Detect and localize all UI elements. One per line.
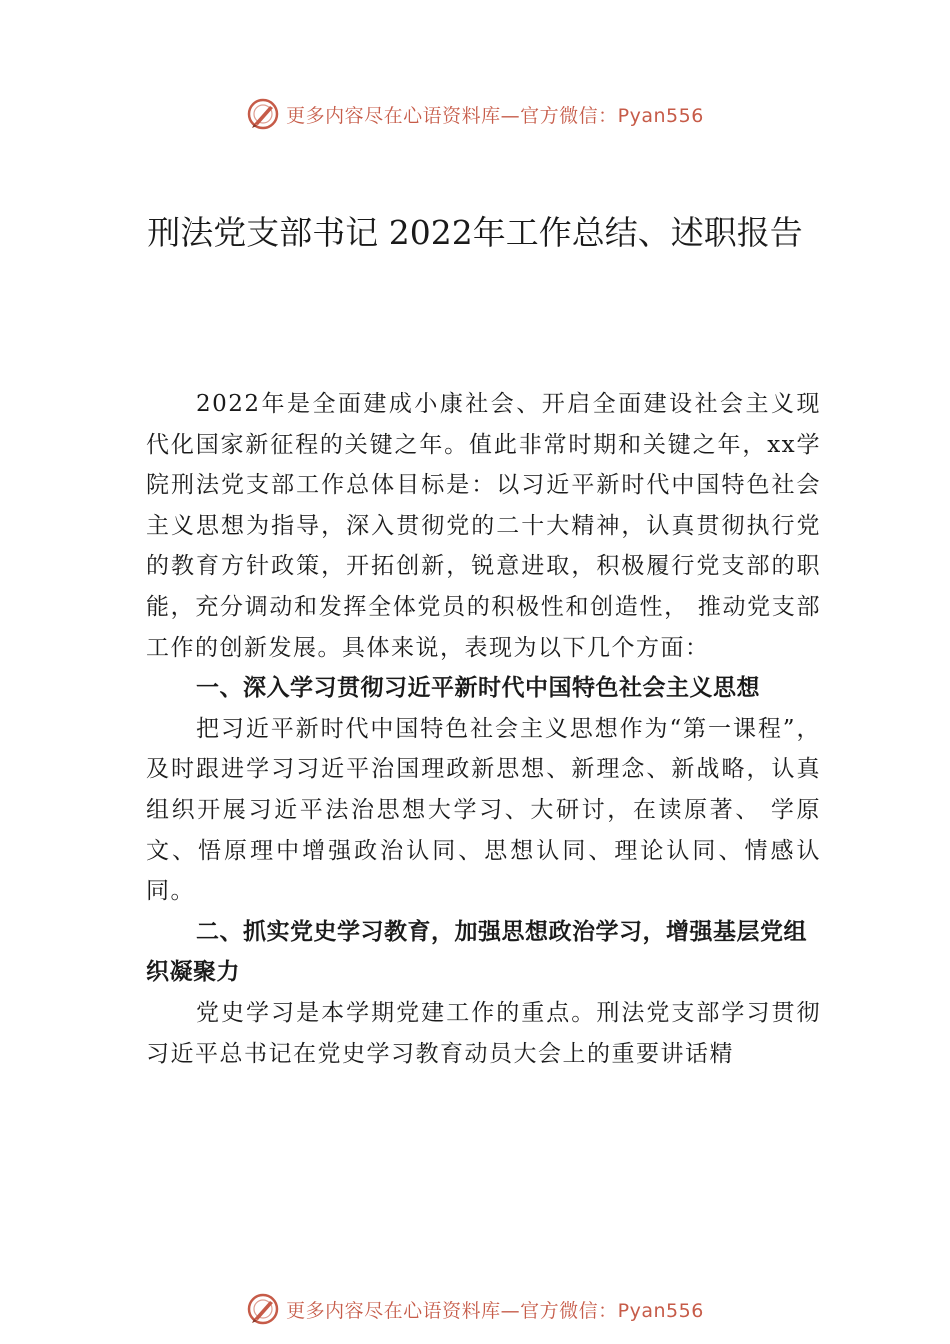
section-heading: 一、深入学习贯彻习近平新时代中国特色社会主义思想 xyxy=(196,675,760,702)
header-watermark-banner xyxy=(0,94,950,134)
quill-pen-logo-icon xyxy=(246,97,280,131)
section-heading: 二、抓实党史学习教育，加强思想政治学习，增强基层党组织凝聚力 xyxy=(146,918,807,986)
footer-watermark-banner xyxy=(0,1289,950,1329)
body-paragraph: 2022年是全面建成小康社会、开启全面建设社会主义现代化国家新征程的关键之年。值此非常时期和关键之年，xx学院刑法党支部工作总体目标是：以习近平新时代中国特色社会主义思想为指导，深入贯彻党的二十大精神，认真贯彻执行党的教育方针政策，开拓创新，锐意进取，积极履行党支部的职能，充分调动和发挥全体党员的积极性和创造性， 推动党支部工作的创新发展。具体来说，表现为以下几个方面： xyxy=(146,391,821,661)
watermark-text: 更多内容尽在心语资料库—官方微信：Pyan556 xyxy=(286,1299,704,1322)
body-paragraph: 党史学习是本学期党建工作的重点。刑法党支部学习贯彻习近平总书记在党史学习教育动员大会上的重要讲话精 xyxy=(146,999,821,1067)
document-body xyxy=(146,384,821,1074)
body-paragraph: 把习近平新时代中国特色社会主义思想作为“第一课程”，及时跟进学习习近平治国理政新思想、新理念、新战略，认真组织开展习近平法治思想大学习、大研讨，在读原著、 学原文、悟原理中增强政治认同、思想认同、理论认同、情感认同。 xyxy=(146,715,821,905)
watermark-text: 更多内容尽在心语资料库—官方微信：Pyan556 xyxy=(286,104,704,127)
document-title: 刑法党支部书记 2022年工作总结、述职报告 xyxy=(147,213,803,252)
quill-pen-logo-icon xyxy=(246,1292,280,1326)
